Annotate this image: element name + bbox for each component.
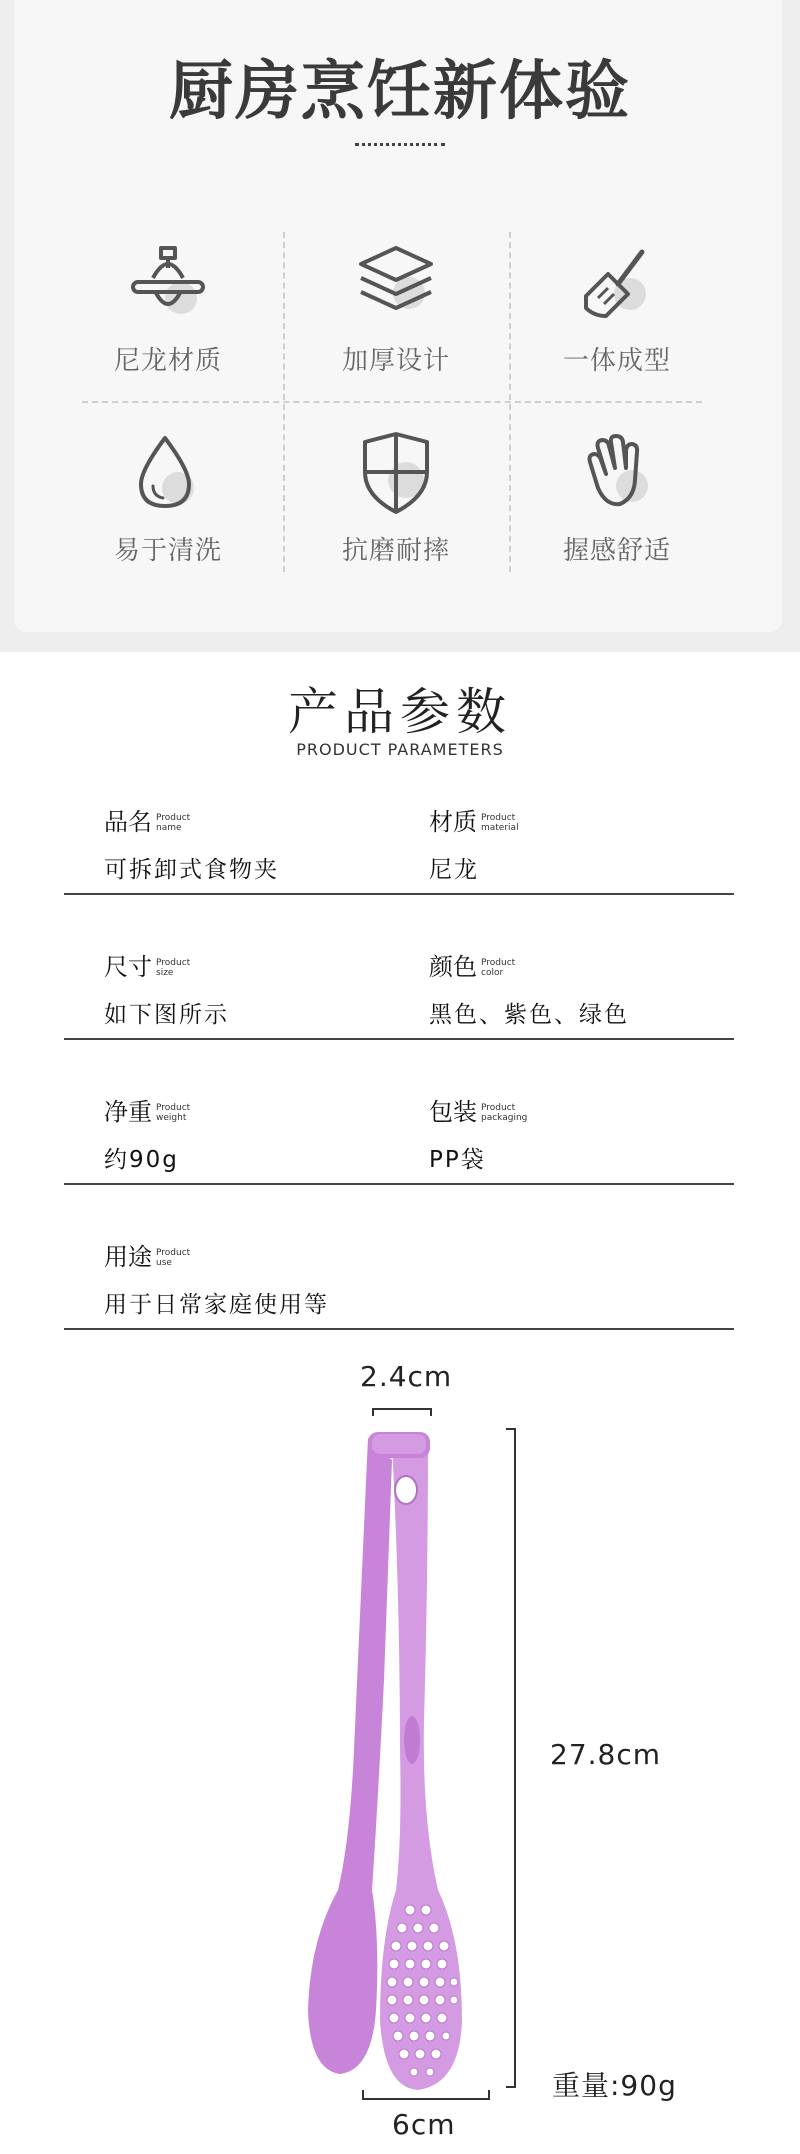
feature-label: 一体成型 [562,346,671,376]
param-value: 可拆卸式食物夹 [104,857,279,883]
param-label-en: Product use [156,1248,191,1268]
top-width-label: 2.4cm [360,1360,453,1393]
param-value: PP袋 [429,1147,486,1173]
param-value: 用于日常家庭使用等 [104,1292,329,1318]
feature-nylon [58,238,278,377]
param-value: 约90g [104,1147,179,1173]
top-width-tick [430,1408,432,1416]
param-material [429,803,519,884]
param-row [64,1238,734,1330]
param-row [64,948,734,1040]
shield-icon [351,428,441,518]
length-line [514,1428,516,2088]
param-usage [104,1238,329,1319]
param-row [64,803,734,895]
param-label-en: Product material [481,813,519,833]
bottom-width-label: 6cm [392,2108,456,2141]
param-label: 材质 [429,808,477,836]
param-label-en: Product name [156,813,191,833]
params-subtitle: PRODUCT PARAMETERS [296,740,504,759]
hero-title: 厨房烹饪新体验 [169,55,631,129]
param-label-en: Product weight [156,1103,191,1123]
param-label: 尺寸 [104,953,152,981]
food-tongs-image [280,1420,510,2100]
param-label: 净重 [104,1098,152,1126]
water-drop-icon [123,428,213,518]
param-value: 如下图所示 [104,1002,229,1028]
param-size [104,948,229,1029]
feature-easy-clean [58,428,278,567]
grid-divider-vertical-1 [283,232,285,572]
spatula-icon [572,238,662,328]
layers-icon [351,238,441,328]
feature-label: 尼龙材质 [113,346,222,376]
feature-one-piece [507,238,727,377]
feature-label: 易于清洗 [113,536,222,566]
feature-wear-resistant [286,428,506,567]
param-product-name [104,803,279,884]
hand-icon [572,428,662,518]
feature-comfortable-grip [507,428,727,567]
top-width-tick [372,1408,374,1416]
param-label: 用途 [104,1243,152,1271]
param-value: 尼龙 [429,857,479,883]
title-dots-divider [355,143,445,146]
feature-label: 抗磨耐摔 [341,536,450,566]
grid-divider-horizontal [82,401,702,403]
feature-label: 握感舒适 [562,536,671,566]
param-label: 品名 [104,808,152,836]
param-label-en: Product packaging [481,1103,528,1123]
param-row [64,1093,734,1185]
param-value: 黑色、紫色、绿色 [429,1002,629,1028]
pacifier-icon [123,238,213,328]
params-title: 产品参数 [288,683,512,741]
param-label: 颜色 [429,953,477,981]
param-net-weight [104,1093,190,1174]
feature-thick [286,238,506,377]
feature-label: 加厚设计 [341,346,450,376]
length-label: 27.8cm [550,1738,662,1771]
param-packaging [429,1093,527,1174]
param-label-en: Product size [156,958,191,978]
param-label: 包装 [429,1098,477,1126]
param-color [429,948,629,1029]
top-width-line [372,1408,432,1410]
param-label-en: Product color [481,958,516,978]
weight-label: 重量:90g [552,2069,677,2102]
